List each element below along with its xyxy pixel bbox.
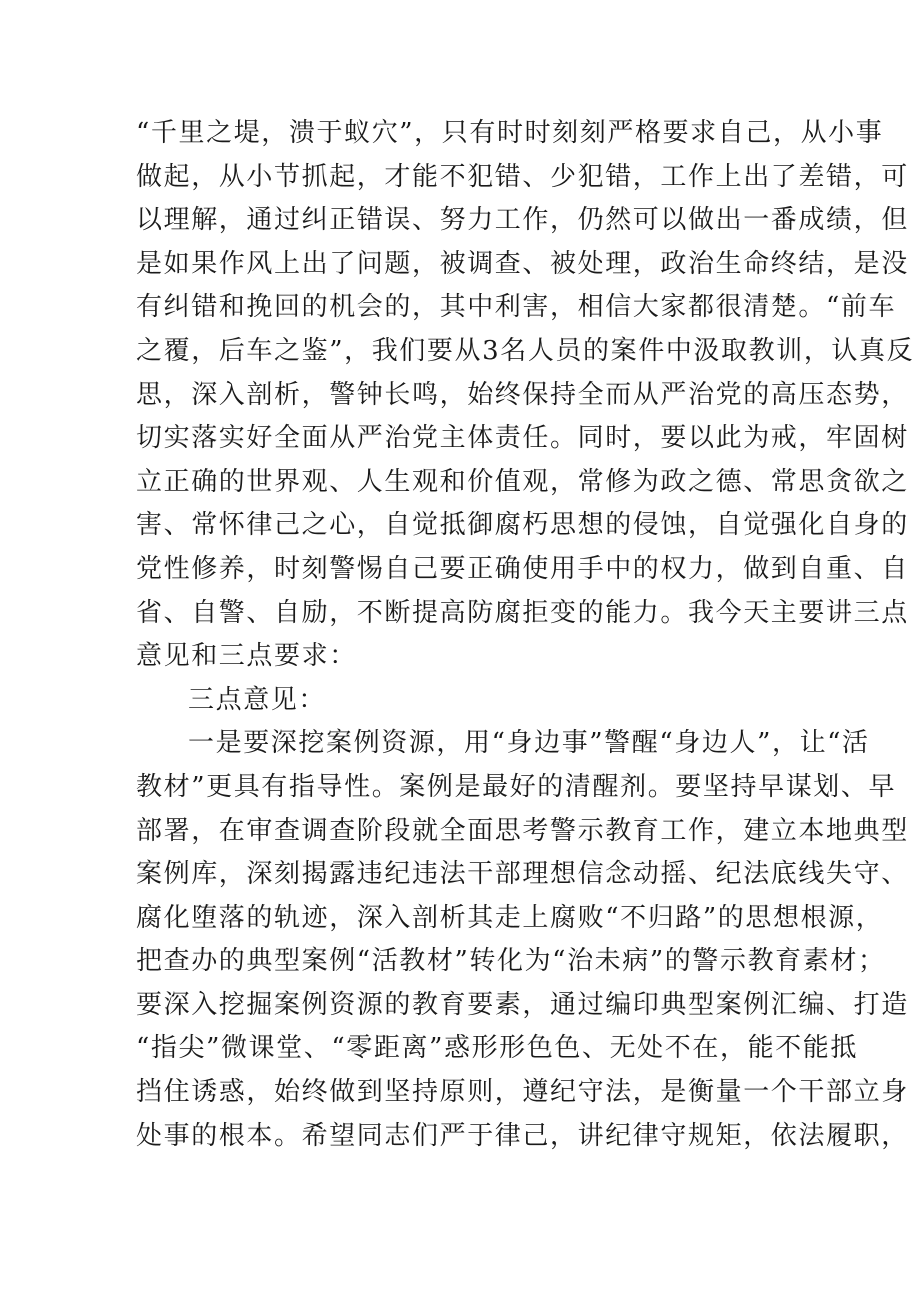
text-line: 挡住诱惑，始终做到坚持原则，遵纪守法，是衡量一个干部立身 [136,1077,909,1108]
document-body [136,112,915,1158]
text-line: 部署，在审查调查阶段就全面思考警示教育工作，建立本地典型 [136,815,909,846]
text-line: 以理解，通过纠正错误、努力工作，仍然可以做出一番成绩，但 [136,205,909,236]
text-line: 害、常怀律己之心，自觉抵御腐朽思想的侵蚀，自觉强化自身的 [136,510,909,541]
text-line: 切实落实好全面从严治党主体责任。同时，要以此为戒，牢固树 [136,423,909,454]
text-line: “指尖”微课堂、“零距离”惑形形色色、无处不在，能不能抵 [136,1033,858,1064]
text-line: 是如果作风上出了问题，被调查、被处理，政治生命终结，是没 [136,248,909,279]
paragraph-first-line: 一是要深挖案例资源，用“身边事”警醒“身边人”，让“活 [188,728,870,759]
text-line: 把查办的典型案例“活教材”转化为“治未病”的警示教育素材； [136,946,886,977]
text-line: 省、自警、自励，不断提高防腐拒变的能力。我今天主要讲三点 [136,597,909,628]
text-line: “千里之堤，溃于蚁穴”，只有时时刻刻严格要求自己，从小事 [136,118,884,148]
text-line: 意见和三点要求： [136,641,357,672]
text-line: 案例库，深刻揭露违纪违法干部理想信念动摇、纪法底线失守、 [136,859,909,890]
text-line: 党性修养，时刻警惕自己要正确使用手中的权力，做到自重、自 [136,553,909,584]
text-line: 有纠错和挽回的机会的，其中利害，相信大家都很清楚。“前车 [136,292,897,323]
text-line: 做起，从小节抓起，才能不犯错、少犯错，工作上出了差错，可 [136,161,909,192]
text-line: 要深入挖掘案例资源的教育要素，通过编印典型案例汇编、打造 [136,989,909,1020]
text-line: 思，深入剖析，警钟长鸣，始终保持全而从严治党的高压态势， [136,379,909,410]
text-line: 教材”更具有指导性。案例是最好的清醒剂。要坚持早谋划、早 [136,771,897,802]
text-line: 之覆，后车之鉴”，我们要从3名人员的案件中汲取教训，认真反 [136,335,915,366]
text-line: 处事的根本。希望同志们严于律己，讲纪律守规矩，依法履职， [136,1120,909,1151]
text-line: 立正确的世界观、人生观和价值观，常修为政之德、常思贪欲之 [136,466,909,497]
paragraph-first-line: 三点意见： [188,684,327,715]
text-line: 腐化堕落的轨迹，深入剖析其走上腐败“不归路”的思想根源， [136,902,884,933]
